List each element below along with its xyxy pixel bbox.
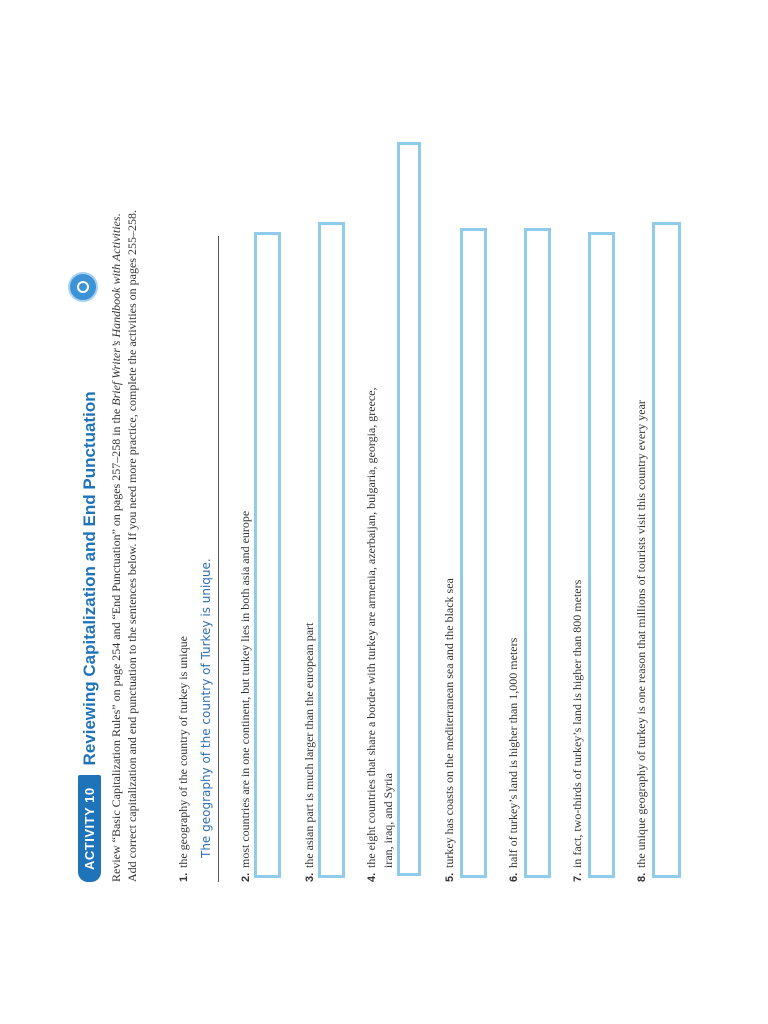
answer-box-2[interactable] bbox=[254, 232, 281, 878]
instructions-paragraph bbox=[108, 202, 140, 882]
handbook-title: Brief Writer’s Handbook with Activities bbox=[109, 216, 123, 406]
item-sentence: the eight countries that share a border with turkey are armenia, azerbaijan, bulgaria, georgia, greece, bbox=[364, 387, 378, 868]
disc-icon-center bbox=[77, 281, 89, 293]
answer-box-7[interactable] bbox=[588, 232, 615, 878]
item-sentence: most countries are in one continent, but turkey lies in both asia and europe bbox=[238, 510, 252, 868]
answer-box-5[interactable] bbox=[460, 228, 487, 878]
instructions-text-1: Review “Basic Capitalization Rules” on page 254 and “End Punctuation” on pages 257–258 in the bbox=[109, 405, 123, 882]
answer-box-8[interactable] bbox=[652, 222, 681, 878]
activity-title: Reviewing Capitalization and End Punctuation bbox=[79, 391, 99, 766]
item-number: 8. bbox=[636, 872, 648, 882]
item-sentence: the asian part is much larger than the european part bbox=[302, 622, 316, 868]
item-sentence: in fact, two-thirds of turkey’s land is higher than 800 meters bbox=[570, 579, 584, 868]
exercise-item-2 bbox=[238, 511, 253, 882]
activity-badge: ACTIVITY 10 bbox=[78, 775, 101, 882]
exercise-item-7 bbox=[570, 580, 585, 882]
exercise-item-8 bbox=[634, 400, 649, 882]
exercise-item-4 bbox=[363, 292, 396, 882]
item-sentence: the unique geography of turkey is one reason that millions of tourists visit this country every year bbox=[634, 400, 648, 868]
activity-header bbox=[78, 391, 101, 882]
item-sentence: the geography of the country of turkey is unique bbox=[176, 636, 190, 868]
instructions-text-2: . Add correct capitalization and end punctuation to the sentences below. If you need more practice, complete the activities on pages 255–258. bbox=[109, 210, 139, 882]
item-number: 2. bbox=[240, 872, 252, 882]
exercise-item-5 bbox=[442, 578, 457, 882]
item-number: 3. bbox=[304, 872, 316, 882]
item-number: 7. bbox=[572, 872, 584, 882]
exercise-item-1 bbox=[176, 636, 191, 882]
item-number: 1. bbox=[178, 872, 190, 882]
item-number: 4. bbox=[366, 872, 378, 882]
example-answer: The geography of the country of Turkey is unique. bbox=[199, 558, 213, 858]
example-answer-rule bbox=[218, 236, 219, 882]
disc-icon bbox=[68, 272, 98, 302]
item-sentence-continued: iran, iraq, and Syria bbox=[381, 773, 395, 868]
answer-box-6[interactable] bbox=[524, 228, 551, 878]
answer-box-3[interactable] bbox=[318, 222, 345, 878]
item-number: 6. bbox=[508, 872, 520, 882]
worksheet-page bbox=[58, 122, 718, 882]
item-number: 5. bbox=[444, 872, 456, 882]
item-sentence: half of turkey’s land is higher than 1,000 meters bbox=[506, 637, 520, 868]
exercise-item-6 bbox=[506, 638, 521, 882]
item-sentence: turkey has coasts on the mediterranean sea and the black sea bbox=[442, 578, 456, 868]
exercise-item-3 bbox=[302, 623, 317, 882]
answer-box-4[interactable] bbox=[397, 142, 421, 876]
